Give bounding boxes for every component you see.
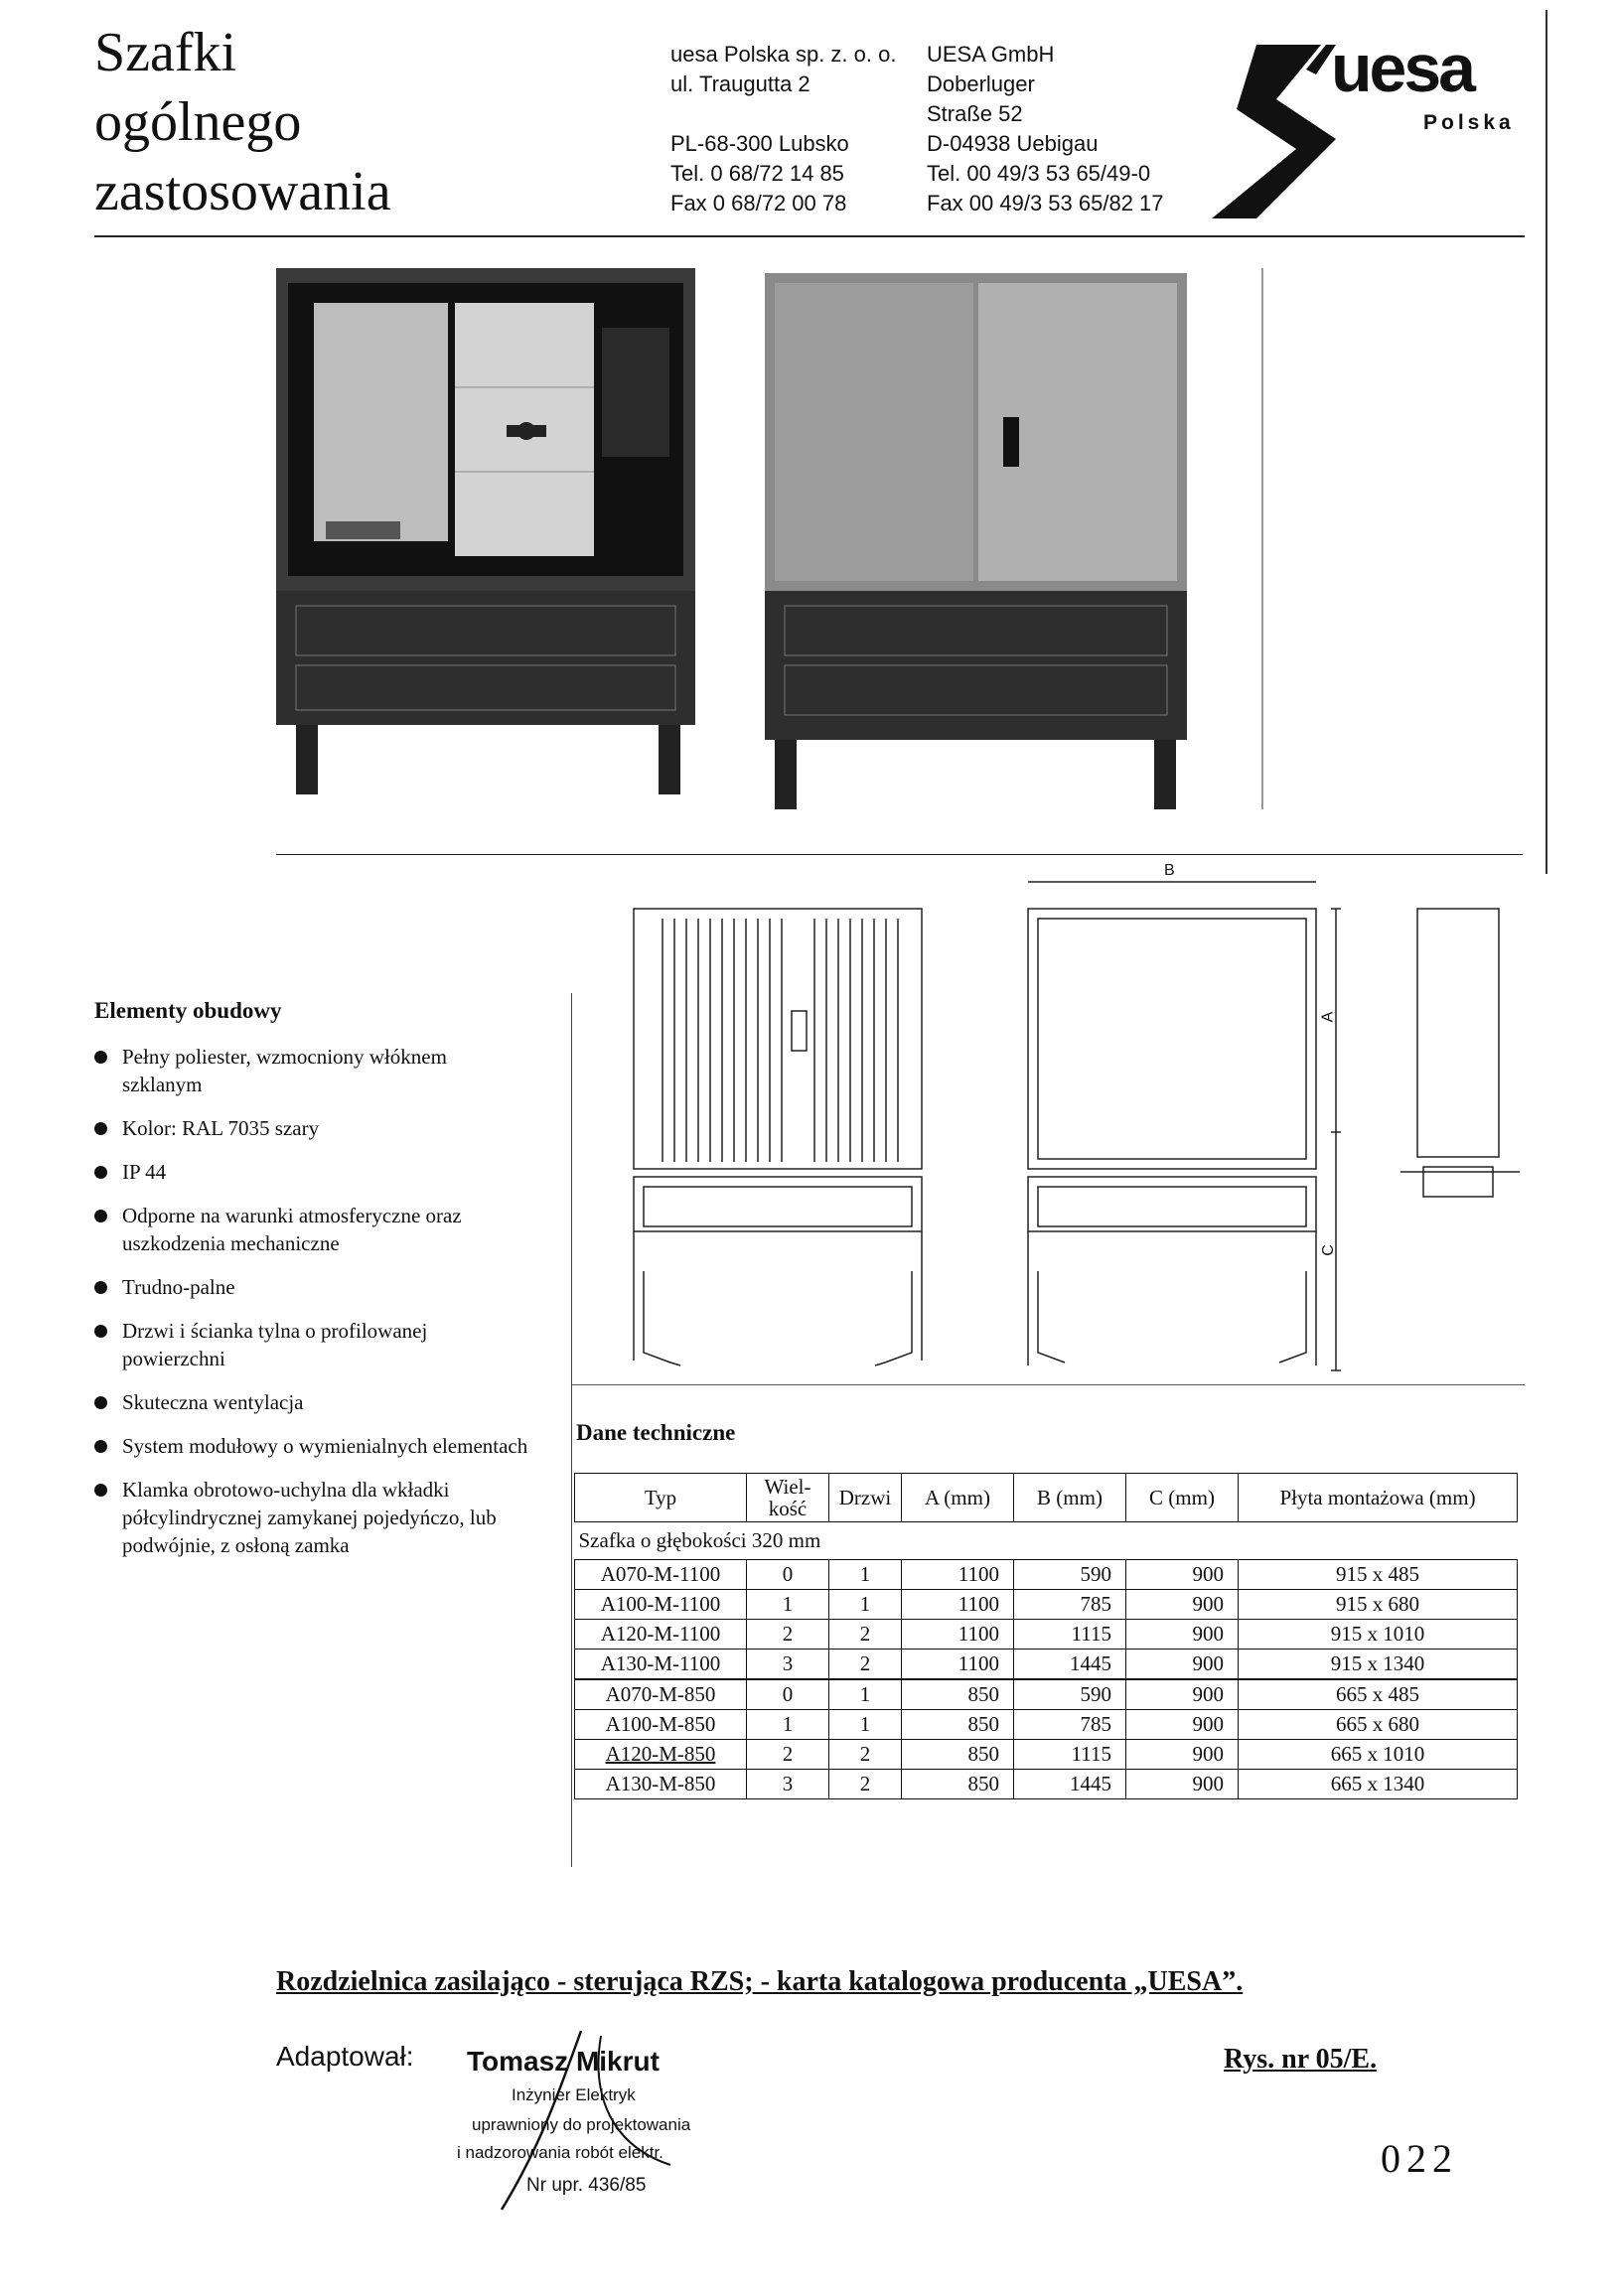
cell-b: 1445 <box>1014 1650 1126 1680</box>
col-header: C (mm) <box>1126 1474 1239 1522</box>
address-line: Doberluger <box>927 72 1035 96</box>
cell-typ: A100-M-850 <box>575 1710 747 1740</box>
list-item: Pełny poliester, wzmocniony włóknem szklanym <box>94 1043 531 1098</box>
cell-plate: 915 x 1010 <box>1239 1620 1518 1650</box>
photo-edge <box>1261 268 1263 809</box>
cell-typ-highlighted: A120-M-850 <box>575 1740 747 1770</box>
list-item: Klamka obrotowo-uchylna dla wkładki półcylindrycznej zamykanej pojedyńczo, lub podwójnie, z osłoną zamka <box>94 1476 531 1559</box>
features-list <box>94 1043 531 1575</box>
spec-table-wrap <box>574 1473 1518 1799</box>
table-row <box>575 1650 1518 1680</box>
cell-typ: A070-M-1100 <box>575 1560 747 1590</box>
title-line: ogólnego <box>94 91 302 153</box>
cell-b: 1445 <box>1014 1770 1126 1799</box>
cell-size: 2 <box>747 1620 829 1650</box>
cell-size: 1 <box>747 1590 829 1620</box>
title-line: Szafki <box>94 22 237 83</box>
cell-b: 1115 <box>1014 1740 1126 1770</box>
list-item: Trudno-palne <box>94 1273 531 1301</box>
cell-a: 850 <box>902 1770 1014 1799</box>
group-row <box>575 1522 1518 1560</box>
cell-doors: 2 <box>829 1740 902 1770</box>
stamp-line: Tomasz Mikrut <box>467 2046 660 2077</box>
dimension-a-label: A <box>1319 1011 1337 1023</box>
address-line: Tel. 00 49/3 53 65/49-0 <box>927 161 1151 186</box>
cell-a: 850 <box>902 1740 1014 1770</box>
stamp-line: i nadzorowania robót elektr. <box>457 2143 663 2162</box>
cell-plate: 915 x 1340 <box>1239 1650 1518 1680</box>
stamp-line: Inżynier Elektryk <box>512 2085 636 2104</box>
address-de <box>927 40 1164 218</box>
header-divider <box>94 235 1525 237</box>
cell-typ: A120-M-1100 <box>575 1620 747 1650</box>
adapted-label: Adaptował: <box>276 2041 414 2072</box>
table-row <box>575 1710 1518 1740</box>
dimension-b-label: B <box>1164 862 1175 879</box>
cell-a: 1100 <box>902 1590 1014 1620</box>
dimension-c-label: C <box>1319 1244 1337 1256</box>
cell-doors: 1 <box>829 1710 902 1740</box>
cell-b: 590 <box>1014 1560 1126 1590</box>
cell-a: 850 <box>902 1679 1014 1710</box>
cell-c: 900 <box>1126 1590 1239 1620</box>
figure-number: Rys. nr 05/E. <box>1224 2044 1378 2075</box>
cell-a: 1100 <box>902 1650 1014 1680</box>
col-header: Płyta montażowa (mm) <box>1239 1474 1518 1522</box>
cell-size: 3 <box>747 1650 829 1680</box>
table-row <box>575 1740 1518 1770</box>
list-item: Kolor: RAL 7035 szary <box>94 1114 531 1142</box>
group-label: Szafka o głębokości 320 mm <box>575 1522 1518 1560</box>
address-pl <box>670 40 896 218</box>
cell-b: 785 <box>1014 1710 1126 1740</box>
cell-doors: 2 <box>829 1770 902 1799</box>
margin-line <box>1546 10 1547 874</box>
cell-plate: 665 x 1010 <box>1239 1740 1518 1770</box>
list-item: Odporne na warunki atmosferyczne oraz uszkodzenia mechaniczne <box>94 1202 531 1257</box>
footer-title: Rozdzielnica zasilająco - sterująca RZS; - karta katalogowa producenta „UESA”. <box>276 1966 1244 1997</box>
cell-a: 850 <box>902 1710 1014 1740</box>
logo-sub: Polska <box>1423 111 1515 134</box>
cell-size: 1 <box>747 1710 829 1740</box>
table-row <box>575 1679 1518 1710</box>
cell-plate: 665 x 680 <box>1239 1710 1518 1740</box>
list-item: IP 44 <box>94 1158 531 1186</box>
cell-plate: 665 x 1340 <box>1239 1770 1518 1799</box>
page-number: 022 <box>1381 2136 1458 2181</box>
cell-plate: 915 x 680 <box>1239 1590 1518 1620</box>
cell-typ: A130-M-1100 <box>575 1650 747 1680</box>
stamp-line: uprawniony do projektowania <box>472 2115 691 2134</box>
cell-size: 3 <box>747 1770 829 1799</box>
technical-drawing <box>571 864 1525 1385</box>
address-line: Fax 00 49/3 53 65/82 17 <box>927 191 1164 215</box>
cell-typ: A130-M-850 <box>575 1770 747 1799</box>
cell-doors: 2 <box>829 1620 902 1650</box>
list-item: Drzwi i ścianka tylna o profilowanej powierzchni <box>94 1317 531 1372</box>
stamp-line: Nr upr. 436/85 <box>526 2175 647 2196</box>
address-line: Fax 0 68/72 00 78 <box>670 191 847 215</box>
cell-plate: 915 x 485 <box>1239 1560 1518 1590</box>
table-header-row <box>575 1474 1518 1522</box>
title-line: zastosowania <box>94 161 391 222</box>
cell-plate: 665 x 485 <box>1239 1679 1518 1710</box>
table-row <box>575 1590 1518 1620</box>
table-row <box>575 1770 1518 1799</box>
col-header: Typ <box>575 1474 747 1522</box>
table-row <box>575 1560 1518 1590</box>
column-divider <box>571 993 572 1867</box>
list-item: Skuteczna wentylacja <box>94 1388 531 1416</box>
engineer-stamp <box>452 2026 790 2215</box>
cell-size: 0 <box>747 1560 829 1590</box>
cell-c: 900 <box>1126 1560 1239 1590</box>
col-header: A (mm) <box>902 1474 1014 1522</box>
address-line: uesa Polska sp. z. o. o. <box>670 42 897 67</box>
cell-typ: A100-M-1100 <box>575 1590 747 1620</box>
spec-table <box>574 1473 1518 1799</box>
cell-b: 1115 <box>1014 1620 1126 1650</box>
cell-doors: 1 <box>829 1560 902 1590</box>
col-header: Drzwi <box>829 1474 902 1522</box>
cabinet-photo-closed <box>765 268 1187 809</box>
address-line: D-04938 Uebigau <box>927 131 1099 156</box>
cell-c: 900 <box>1126 1710 1239 1740</box>
cell-c: 900 <box>1126 1679 1239 1710</box>
address-line: Tel. 0 68/72 14 85 <box>670 161 844 186</box>
cell-a: 1100 <box>902 1560 1014 1590</box>
cell-typ: A070-M-850 <box>575 1679 747 1710</box>
spec-title: Dane techniczne <box>576 1420 736 1445</box>
address-line: Straße 52 <box>927 101 1023 126</box>
col-header: Wiel-kość <box>747 1474 829 1522</box>
photo-divider <box>276 854 1523 855</box>
cabinet-photo-open <box>276 268 695 794</box>
cell-c: 900 <box>1126 1740 1239 1770</box>
logo-text: uesa <box>1331 31 1473 106</box>
address-line: PL-68-300 Lubsko <box>670 131 849 156</box>
address-line: UESA GmbH <box>927 42 1055 67</box>
cell-c: 900 <box>1126 1650 1239 1680</box>
list-item: System modułowy o wymienialnych elementach <box>94 1432 531 1460</box>
cell-b: 785 <box>1014 1590 1126 1620</box>
col-header: B (mm) <box>1014 1474 1126 1522</box>
address-line: ul. Traugutta 2 <box>670 72 810 96</box>
cell-a: 1100 <box>902 1620 1014 1650</box>
cell-b: 590 <box>1014 1679 1126 1710</box>
uesa-logo <box>1197 30 1540 218</box>
cell-size: 0 <box>747 1679 829 1710</box>
cell-doors: 1 <box>829 1679 902 1710</box>
cell-size: 2 <box>747 1740 829 1770</box>
features-title: Elementy obudowy <box>94 998 282 1023</box>
cell-doors: 1 <box>829 1590 902 1620</box>
cell-c: 900 <box>1126 1620 1239 1650</box>
page-title <box>94 18 391 226</box>
cell-doors: 2 <box>829 1650 902 1680</box>
table-row <box>575 1620 1518 1650</box>
cell-c: 900 <box>1126 1770 1239 1799</box>
